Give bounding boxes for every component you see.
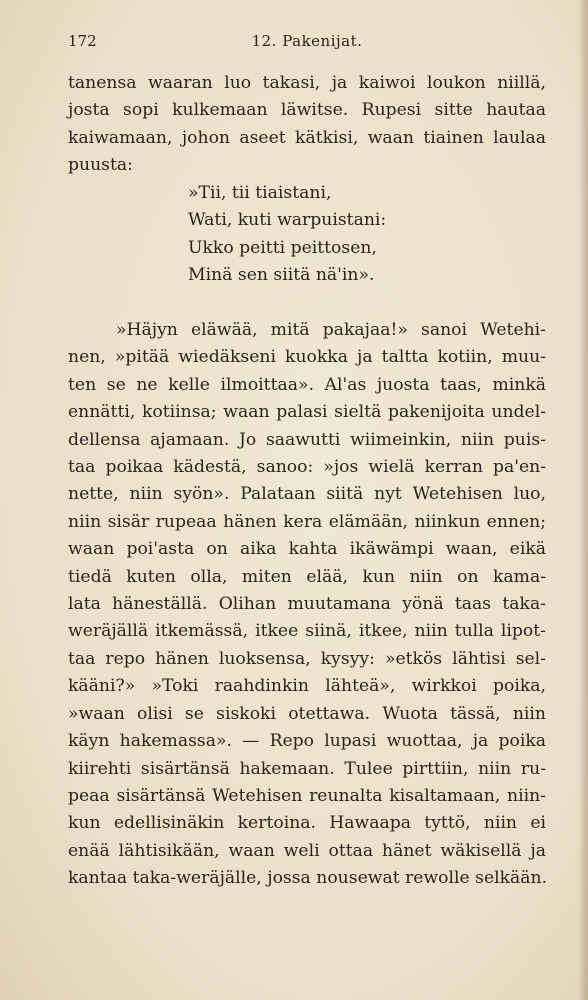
text-line: josta sopi kulkemaan läwitse. Rupesi sitte hautaa xyxy=(68,100,546,121)
paragraph-2 xyxy=(68,317,546,893)
text-line: peaa sisärtänsä Wetehisen reunalta kisaltamaan, niin- xyxy=(68,785,546,806)
text-line: dellensa ajamaan. Jo saawutti wiimeinkin, niin puis- xyxy=(68,429,546,450)
text-line: weräjällä itkemässä, itkee siinä, itkee, niin tulla lipot- xyxy=(68,621,546,642)
text-line: niin sisär rupeaa hänen kera elämään, niinkun ennen; xyxy=(68,511,546,532)
page-edge-shadow xyxy=(578,0,588,1000)
text-line: nette, niin syön». Palataan siitä nyt Wetehisen luo, xyxy=(68,484,546,505)
text-line: taa repo hänen luoksensa, kysyy: »etkös lähtisi sel- xyxy=(68,648,546,669)
verse-line: Minä sen siitä nä'in». xyxy=(188,265,375,286)
text-line: ten se ne kelle ilmoittaa». Al'as juosta taas, minkä xyxy=(68,374,546,395)
page-number: 172 xyxy=(68,32,97,50)
text-line: enää lähtisikään, waan weli ottaa hänet wäkisellä ja xyxy=(68,840,546,861)
verse-line: Wati, kuti warpuistani: xyxy=(188,210,387,231)
text-line: kantaa taka-weräjälle, jossa nousewat rewolle selkään. xyxy=(68,868,548,889)
verse-line: Ukko peitti peittosen, xyxy=(188,237,377,258)
text-line: kun edellisinäkin kertoina. Hawaapa tyttö, niin ei xyxy=(68,813,546,834)
text-line: taa poikaa kädestä, sanoo: »jos wielä kerran pa'en- xyxy=(68,457,546,478)
running-head: 12. Pakenijat. xyxy=(251,32,363,50)
text-line: lata häneställä. Olihan muutamana yönä taas taka- xyxy=(68,594,546,615)
paragraph-1 xyxy=(68,70,546,180)
text-line: tiedä kuten olla, miten elää, kun niin on kama- xyxy=(68,566,546,587)
verse-line: »Tii, tii tiaistani, xyxy=(188,183,332,203)
page-header xyxy=(68,32,546,56)
text-line: tanensa waaran luo takasi, ja kaiwoi loukon niillä, xyxy=(68,73,546,93)
poem-verse xyxy=(188,180,386,290)
text-line: nen, »pitää wiedäkseni kuokka ja taltta kotiin, muu- xyxy=(68,347,546,368)
text-line: ennätti, kotiinsa; waan palasi sieltä pakenijoita undel- xyxy=(68,402,546,423)
text-line: kaiwamaan, johon aseet kätkisi, waan tiainen laulaa xyxy=(68,127,546,148)
text-line: »Häjyn eläwää, mitä pakajaa!» sanoi Wetehi- xyxy=(116,320,546,340)
text-line: kääni?» »Toki raahdinkin lähteä», wirkkoi poika, xyxy=(68,676,546,697)
text-line: käyn hakemassa». — Repo lupasi wuottaa, ja poika xyxy=(68,731,546,752)
text-line: waan poi'asta on aika kahta ikäwämpi waan, eikä xyxy=(68,539,546,560)
text-line: »waan olisi se siskoki otettawa. Wuota tässä, niin xyxy=(68,703,546,724)
text-line: puusta: xyxy=(68,155,133,176)
text-line: kiirehti sisärtänsä hakemaan. Tulee pirttiin, niin ru- xyxy=(68,758,546,779)
